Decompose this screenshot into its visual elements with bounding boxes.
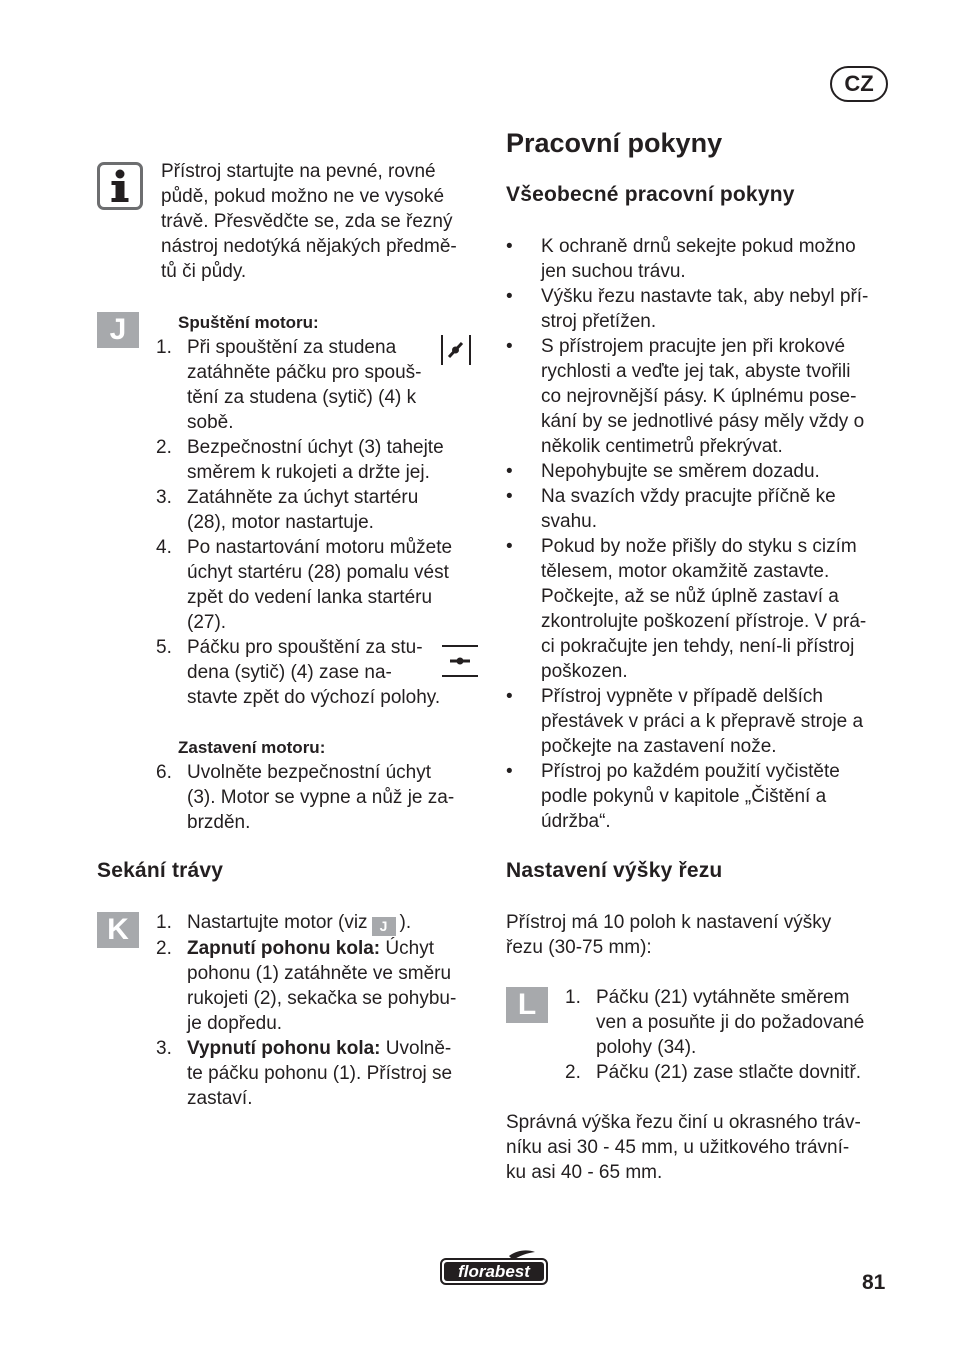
mowing-steps [156,910,486,1111]
list-item: 2. Zapnutí pohonu kola: Úchyt pohonu (1) zatáhněte ve směru rukojeti (2), sekačka se pohybu- je dopředu. [156,938,457,1034]
list-item: • Nepohybujte se směrem dozadu. [506,461,820,482]
start-motor-heading: Spuštění motoru: [178,313,319,332]
general-instructions-list [506,234,896,834]
mowing-heading: Sekání trávy [97,859,224,882]
cutting-height-steps [565,985,895,1085]
florabest-logo [439,1250,549,1286]
info-note: Přístroj startujte na pevné, rovné půdě, pokud možno ne ve vysoké trávě. Přesvědčte se, zda se řezný nástroj nedotýká nějakých předmě- tů či půdy. [161,161,457,282]
list-item: • K ochraně drnů sekejte pokud možno jen suchou trávu. [506,236,856,282]
page-title: Pracovní pokyny [506,128,723,158]
list-item: 6. Uvolněte bezpečnostní úchyt (3). Motor se vypne a nůž je za- brzděn. [156,762,455,833]
list-item: • Výšku řezu nastavte tak, aby nebyl pří- stroj přetížen. [506,286,869,332]
list-item: 3. Vypnutí pohonu kola: Uvolně- te páčku pohonu (1). Přístroj se zastaví. [156,1038,453,1109]
language-badge: CZ [830,66,888,102]
start-motor-steps [156,335,486,710]
step-marker-k: K [97,912,139,948]
step-marker-j: J [97,312,139,348]
list-item: 1. Při spouštění za studena zatáhněte páčku pro spouš- tění za studena (sytič) (4) k sobě. [156,337,422,433]
list-item: 1. Páčku (21) vytáhněte směrem ven a posuňte ji do požadované polohy (34). [565,987,865,1058]
list-item: • Přístroj vypněte v případě delších přestávek v práci a k přepravě stroje a počkejte na zastavení nože. [506,686,864,757]
list-item: 1. Nastartujte motor (viz J ). [156,912,412,934]
list-item: 3. Zatáhněte za úchyt startéru (28), motor nastartuje. [156,487,419,533]
cutting-height-note: Správná výška řezu činí u okrasného tráv- níku asi 30 - 45 mm, u užitkového trávní- ku asi 40 - 65 mm. [506,1112,861,1183]
list-item: • Pokud by nože přišly do styku s cizím tělesem, motor okamžitě zastavte. Počkejte, až se nůž úplně zastaví a zkontrolujte poškození přístroje. V prá- ci pokračujte jen tehdy, není-li přístroj poškozen. [506,536,867,682]
list-item: • Na svazích vždy pracujte příčně ke svahu. [506,486,836,532]
cutting-height-heading: Nastavení výšky řezu [506,859,723,882]
general-instructions-heading: Všeobecné pracovní pokyny [506,183,795,206]
list-item: • Přístroj po každém použití vyčistěte podle pokynů v kapitole „Čištění a údržba“. [506,761,840,832]
choke-open-icon [441,643,479,679]
list-item: 2. Bezpečnostní úchyt (3) tahejte směrem k rukojeti a držte jej. [156,437,444,483]
list-item: 5. Páčku pro spouštění za stu- dena (sytič) (4) zase na- stavte zpět do výchozí polohy. [156,637,441,708]
list-item: 4. Po nastartování motoru můžete úchyt startéru (28) pomalu vést zpět do vedení lanka startéru (27). [156,537,453,633]
logo-text: florabest [458,1262,530,1281]
list-item: 2. Páčku (21) zase stlačte dovnitř. [565,1062,862,1083]
stop-motor-steps [156,760,486,835]
step-marker-l: L [506,987,548,1023]
stop-motor-heading: Zastavení motoru: [178,738,326,757]
list-item: • S přístrojem pracujte jen při krokové rychlosti a veďte jej tak, abyste tvořili co nejrovnější pásy. K úplnému pose- kání by se jednotlivé pásy měly vždy o několik centimetrů překrývat. [506,336,865,457]
step-ref-j: J [372,917,396,936]
info-icon [97,162,143,210]
page-number: 81 [862,1271,886,1294]
cutting-height-intro: Přístroj má 10 poloh k nastavení výšky řezu (30-75 mm): [506,912,832,958]
